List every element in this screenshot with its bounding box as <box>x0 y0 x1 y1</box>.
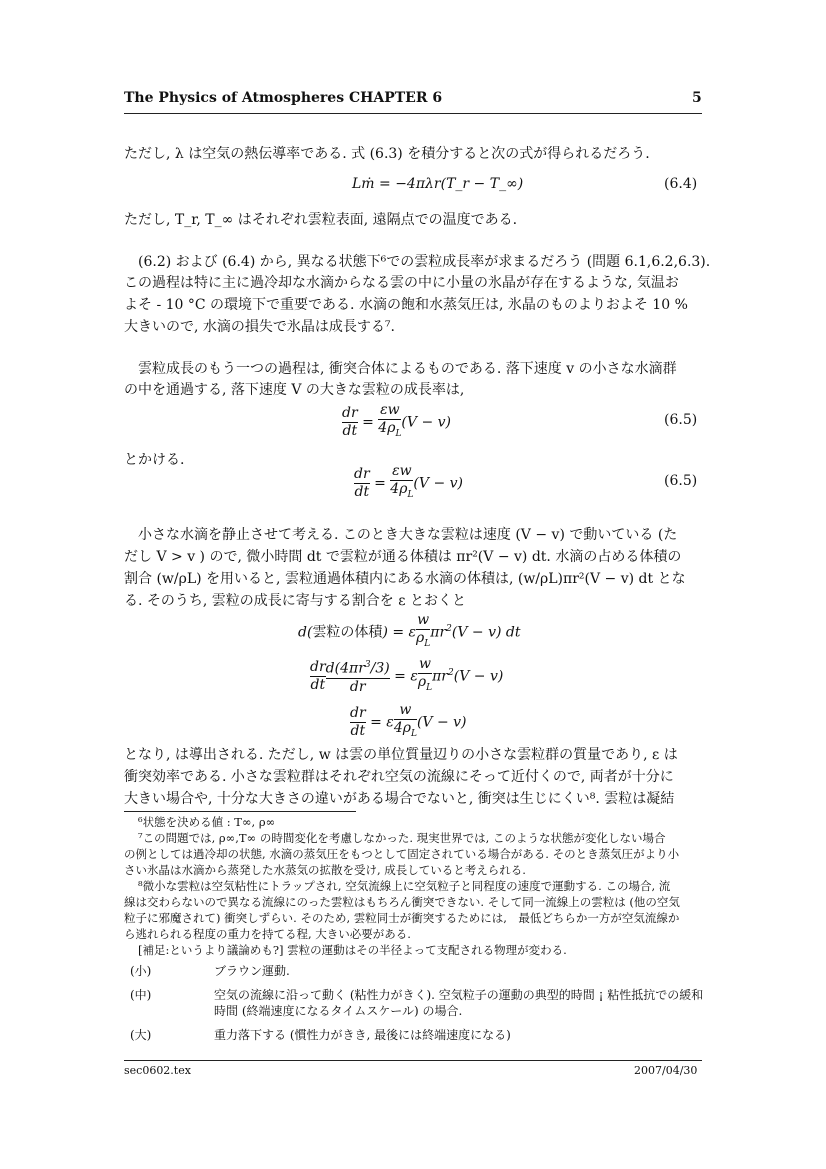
footer-rule <box>124 1060 702 1061</box>
body-line: だし V > v ) ので, 微小時間 dt で雲粒が通る体積は πr²(V − v) dt. 水滴の占める体積の <box>124 549 682 565</box>
body-line: とかける. <box>124 452 185 468</box>
footnote-8: ⁸微小な雲粒は空気粘性にトラップされ, 空気流線上に空気粒子と同程度の速度で運動する. この場合, 流 <box>138 879 671 893</box>
body-line: 割合 (w/ρL) を用いると, 雲粒通過体積内にある水滴の体積は, (w/ρL)πr²(V − v) dt とな <box>124 571 686 587</box>
footnote-line: の例としては過冷却の状態, 水滴の蒸気圧をもつとして固定されている場合がある. そのとき蒸気圧がより小 <box>124 847 680 861</box>
equation-6-5: $\frac{dr}{dt}$ = $\frac{\varepsilon w}{4\rho_L}$ (V − v) <box>342 402 451 439</box>
footnote-line: ら逃れられる程度の重力を持てる程, 大きい必要がある. <box>124 927 411 941</box>
body-line: となり, は導出される. ただし, w は雲の単位質量辺りの小さな雲粒群の質量であり, ε は <box>124 747 678 763</box>
body-line: ただし, T_r, T_∞ はそれぞれ雲粒表面, 遠隔点での温度である. <box>124 212 518 228</box>
page-number: 5 <box>692 90 702 106</box>
body-line: (6.2) および (6.4) から, 異なる状態下⁶での雲粒成長率が求まるだろう (問題 6.1,6.2,6.3). <box>138 254 711 270</box>
equation-rate-2: $\frac{dr}{dt}$ = ε $\frac{w}{4\rho_L}$ (V − v) <box>350 702 467 739</box>
running-header-title: The Physics of Atmospheres CHAPTER 6 <box>124 90 443 106</box>
equation-rate-1: $\frac{dr}{dt}$ $\frac{d(4\pi r^3/3)}{dr}$ = ε $\frac{w}{\rho_L}$ $\pi r^2(V - v)$ <box>310 656 504 695</box>
table-size-label: (小) <box>130 964 152 978</box>
equation-6-4: Lṁ = −4πλr(T_r − T_∞) <box>352 176 524 192</box>
body-line: この過程は特に主に過冷却な水滴からなる雲の中に小量の氷晶が存在するような, 気温お <box>124 275 679 291</box>
table-desc-continued: 時間 (終端速度になるタイムスケール) の場合. <box>214 1004 463 1018</box>
footnote-rule <box>124 811 356 812</box>
table-desc: 空気の流線に沿って動く (粘性力がきく). 空気粒子の運動の典型的時間 ¡ 粘性抵抗での緩和 <box>214 988 704 1002</box>
table-desc: ブラウン運動. <box>214 964 290 978</box>
table-size-label: (大) <box>130 1028 152 1042</box>
body-line: 小さな水滴を静止させて考える. このとき大きな雲粒は速度 (V − v) で動いている (た <box>138 527 678 543</box>
table-size-label: (中) <box>130 988 152 1002</box>
equation-6-5-repeat: $\frac{dr}{dt}$ = $\frac{\varepsilon w}{4\rho_L}$ (V − v) <box>354 463 463 500</box>
body-line: 大きい場合や, 十分な大きさの違いがある場合でないと, 衝突は生じにくい⁸. 雲粒は凝結 <box>124 791 675 807</box>
body-line: 大きいので, 水滴の損失で氷晶は成長する⁷. <box>124 319 395 335</box>
body-line: 雲粒成長のもう一つの過程は, 衝突合体によるものである. 落下速度 v の小さな水滴群 <box>138 361 677 377</box>
footnote-7: ⁷この問題では, ρ∞,T∞ の時間変化を考慮しなかった. 現実世界では, このような状態が変化しない場合 <box>138 831 666 845</box>
footer-filename: sec0602.tex <box>124 1064 191 1077</box>
equation-number: (6.5) <box>664 412 698 428</box>
footnote-line: 線は交わらないので異なる流線にのった雲粒はもちろん衝突できない. そして同一流線上の雲粒は (他の空気 <box>124 895 680 909</box>
footnote-line: さい氷晶は水滴から蒸発した水蒸気の拡散を受け, 成長していると考えられる. <box>124 863 526 877</box>
body-line: る. そのうち, 雲粒の成長に寄与する割合を ε とおくと <box>124 593 466 609</box>
footer-date: 2007/04/30 <box>634 1064 698 1077</box>
equation-number: (6.4) <box>664 176 698 192</box>
body-line: ただし, λ は空気の熱伝導率である. 式 (6.3) を積分すると次の式が得られるだろう. <box>124 146 650 162</box>
header-rule <box>124 113 702 114</box>
equation-number: (6.5) <box>664 473 698 489</box>
body-line: 衝突効率である. 小さな雲粒群はそれぞれ空気の流線にそって近付くので, 両者が十分に <box>124 769 674 785</box>
footnote-6: ⁶状態を決める値 : T∞, ρ∞ <box>138 815 276 829</box>
body-line: よそ - 10 °C の環境下で重要である. 水滴の飽和水蒸気圧は, 氷晶のものよりおよそ 10 % <box>124 297 688 313</box>
table-desc: 重力落下する (慣性力がきき, 最後には終端速度になる) <box>214 1028 511 1042</box>
body-line: の中を通過する, 落下速度 V の大きな雲粒の成長率は, <box>124 382 465 398</box>
supplement-note: [補足:というより議論めも?] 雲粒の運動はその半径よって支配される物理が変わる. <box>138 943 567 957</box>
footnote-line: 粒子に邪魔されて) 衝突しずらい. そのため, 雲粒同士が衝突するためには, 最低どちらか一方が空気流線か <box>124 911 680 925</box>
equation-volume: d(雲粒の体積) = ε $\frac{w}{\rho_L}$ $\pi r^2(V - v)$ dt <box>298 612 521 649</box>
